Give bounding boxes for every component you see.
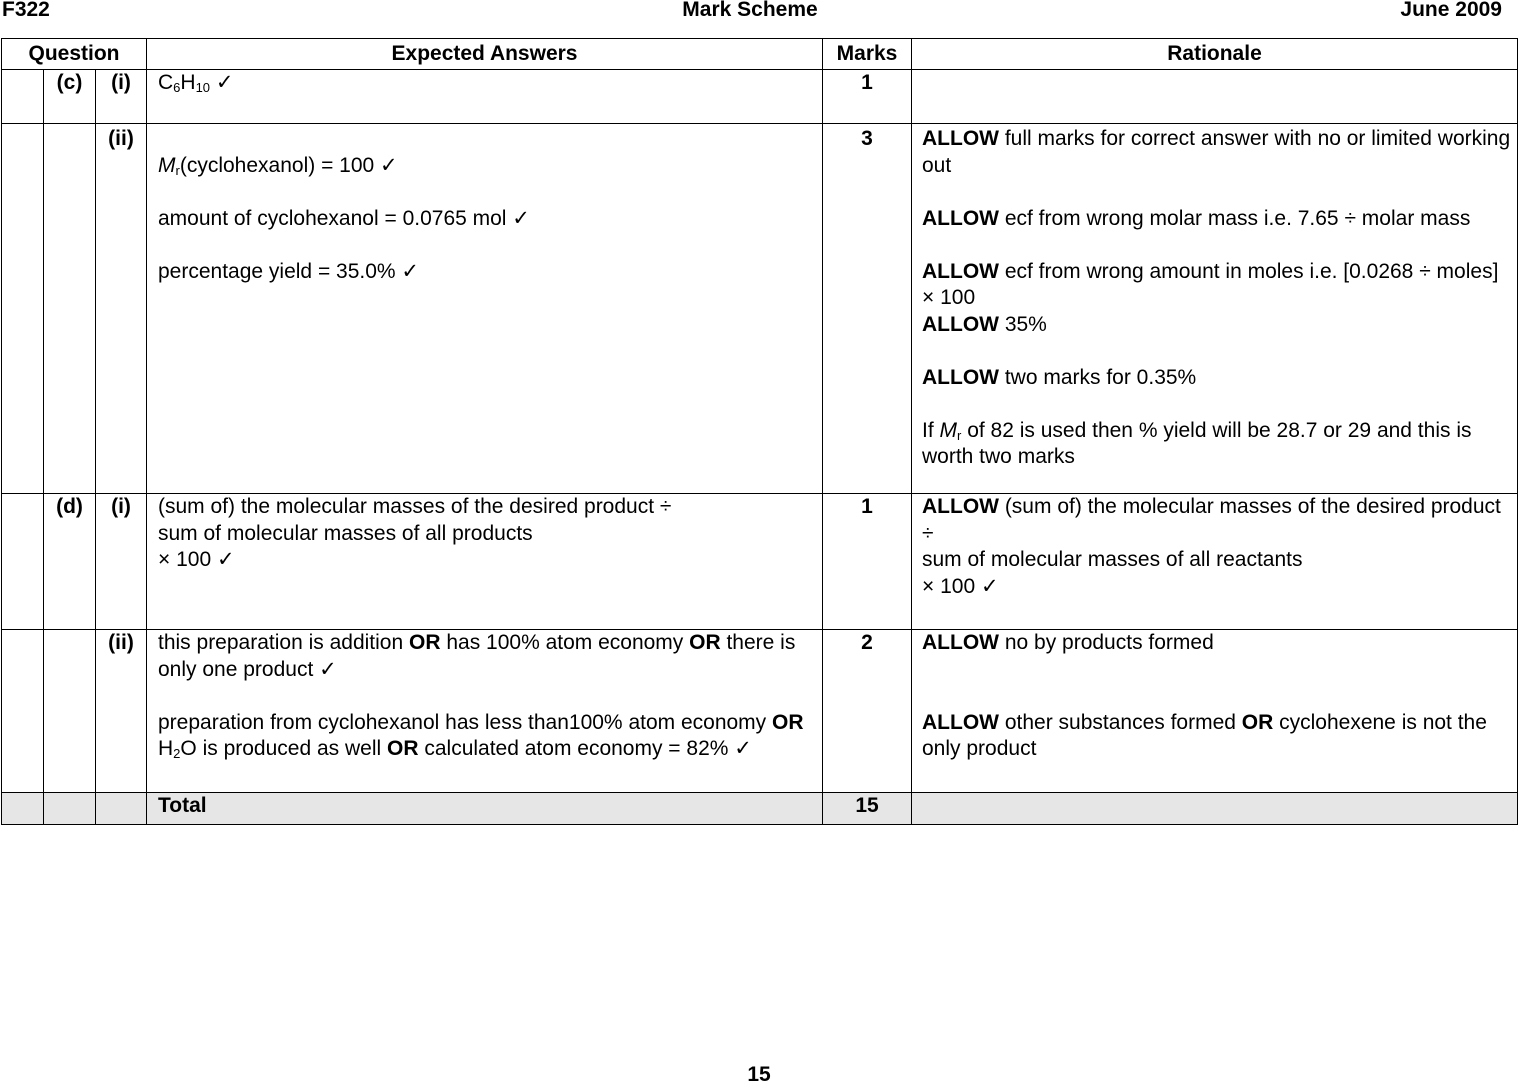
total-label: Total: [147, 793, 823, 825]
blank-cell: [2, 494, 44, 630]
col-header-marks: Marks: [823, 39, 912, 70]
table-row: [2, 494, 1518, 630]
blank-cell: [912, 793, 1518, 825]
marks-value: 3: [823, 124, 912, 494]
question-part: (c): [44, 70, 96, 124]
expected-answer: this preparation is addition OR has 100% atom economy OR there is only one product ✓ preparation from cyclohexanol has less than100% atom economy OR $H_2O$ is produced as well OR calculated atom economy = 82% ✓: [147, 630, 823, 793]
marks-value: 1: [823, 70, 912, 124]
question-subpart: (i): [96, 494, 147, 630]
expected-answer: $C_6H_{10}$ ✓: [147, 70, 823, 124]
blank-cell: [2, 793, 44, 825]
doc-code: F322: [2, 0, 50, 21]
expected-answer: (sum of) the molecular masses of the desired product ÷ sum of molecular masses of all products × 100 ✓: [147, 494, 823, 630]
question-subpart: (i): [96, 70, 147, 124]
rationale: [912, 70, 1518, 124]
col-header-expected: Expected Answers: [147, 39, 823, 70]
table-row: [2, 70, 1518, 124]
rationale: ALLOW (sum of) the molecular masses of the desired product ÷ sum of molecular masses of all reactants × 100 ✓: [912, 494, 1518, 630]
table-header-row: [2, 39, 1518, 70]
question-subpart: (ii): [96, 124, 147, 494]
col-header-rationale: Rationale: [912, 39, 1518, 70]
blank-cell: [44, 630, 96, 793]
marks-value: 1: [823, 494, 912, 630]
table-row: [2, 630, 1518, 793]
expected-answer: $M_r(cyclohexanol) = 100$ ✓ amount of cyclohexanol = 0.0765 mol ✓ percentage yield = 35.0% ✓: [147, 124, 823, 494]
rationale: ALLOW no by products formed ALLOW other substances formed OR cyclohexene is not the only product: [912, 630, 1518, 793]
rationale: ALLOW full marks for correct answer with no or limited working out ALLOW ecf from wrong molar mass i.e. 7.65 ÷ molar mass ALLOW ecf from wrong amount in moles i.e. [0.0268 ÷ moles] × 100 ALLOW 35% ALLOW two marks for 0.35% If $M_r$ of 82 is used then % yield will be 28.7 or 29 and this is worth two marks: [912, 124, 1518, 494]
question-part: (d): [44, 494, 96, 630]
total-row: [2, 793, 1518, 825]
question-subpart: (ii): [96, 630, 147, 793]
blank-cell: [44, 124, 96, 494]
page-number: 15: [747, 1063, 771, 1086]
total-marks: 15: [823, 793, 912, 825]
col-header-question: Question: [2, 39, 147, 70]
blank-cell: [44, 793, 96, 825]
doc-date: June 2009: [1400, 0, 1502, 21]
doc-title: Mark Scheme: [682, 0, 818, 21]
marks-value: 2: [823, 630, 912, 793]
blank-cell: [2, 630, 44, 793]
table-row: [2, 124, 1518, 494]
blank-cell: [96, 793, 147, 825]
blank-cell: [2, 124, 44, 494]
mark-scheme-table: [1, 38, 1518, 825]
blank-cell: [2, 70, 44, 124]
